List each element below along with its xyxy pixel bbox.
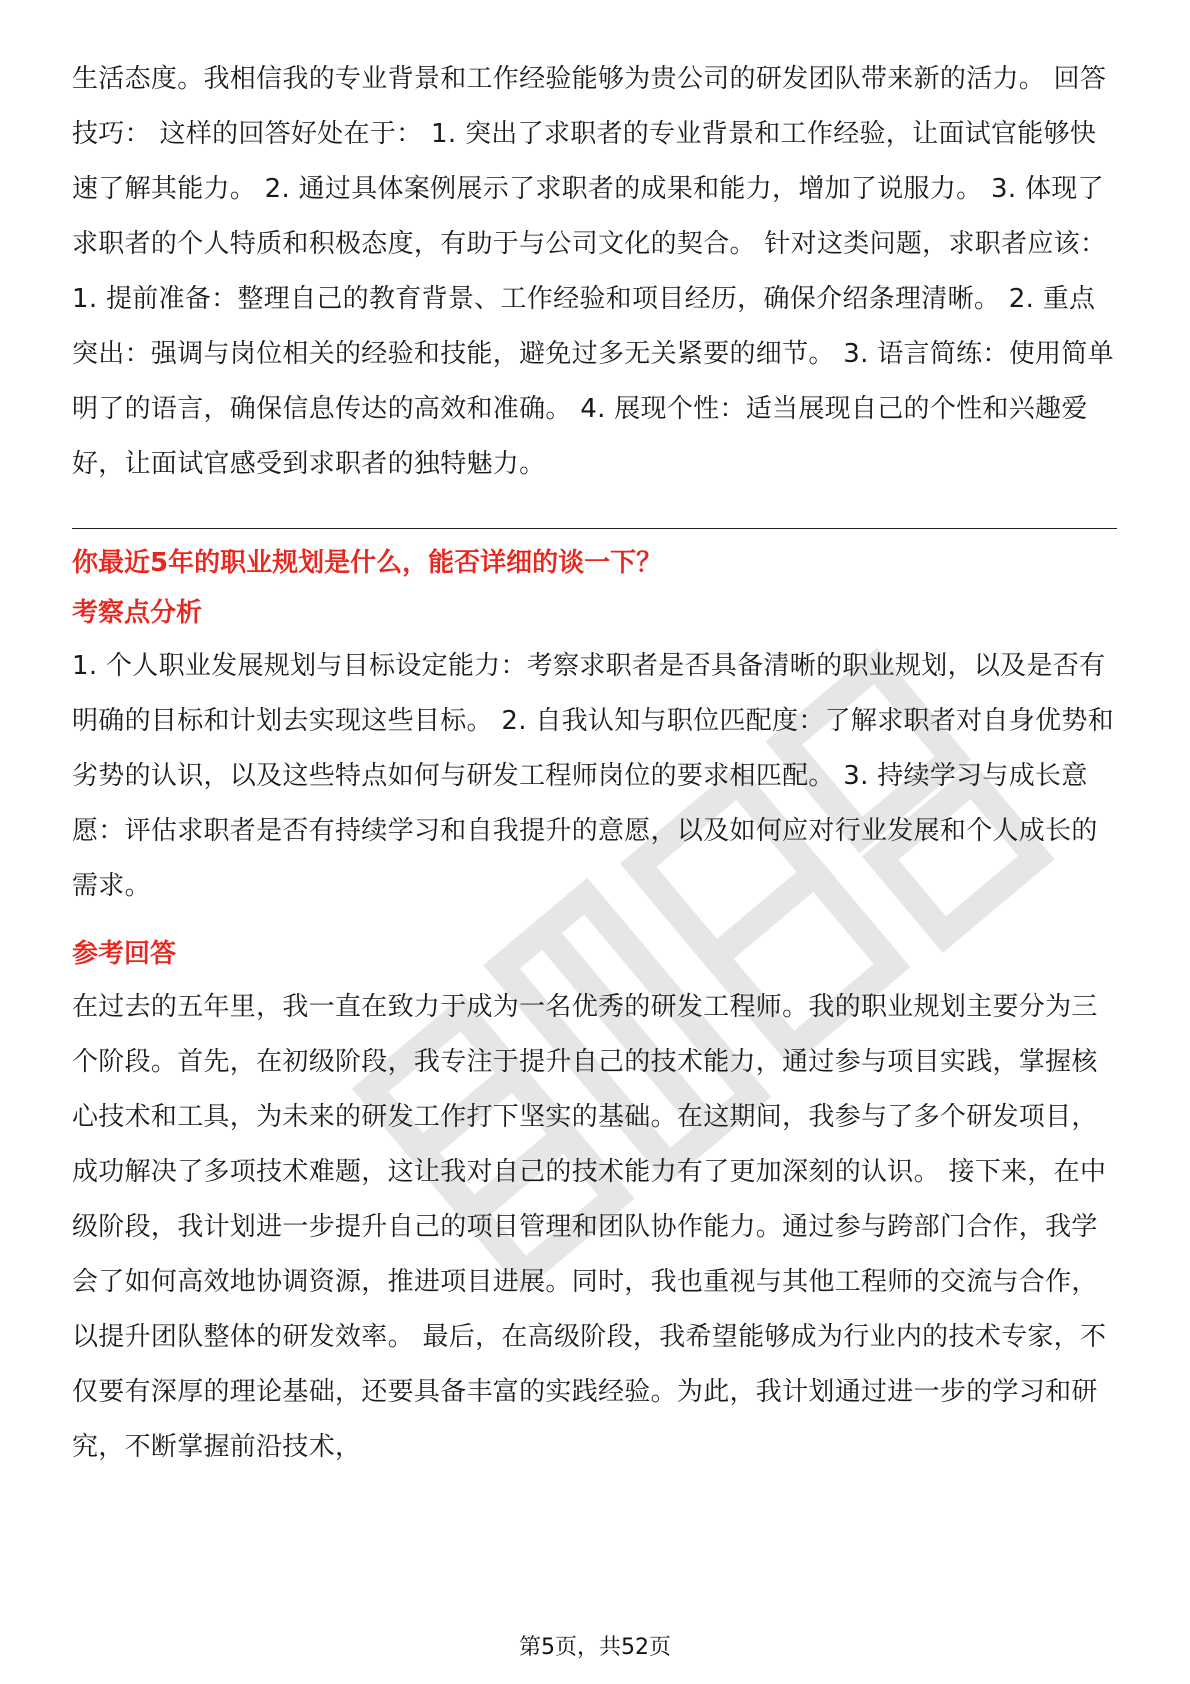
spacer xyxy=(72,914,1117,928)
page-content xyxy=(72,52,1117,1475)
answer-heading: 参考回答 xyxy=(72,939,177,969)
answer-text: 在过去的五年里，我一直在致力于成为一名优秀的研发工程师。我的职业规划主要分为三个阶段。首先，在初级阶段，我专注于提升自己的技术能力，通过参与项目实践，掌握核心技术和工具，为未来的研发工作打下坚实的基础。在这期间，我参与了多个研发项目，成功解决了多项技术难题，这让我对自己的技术能力有了更加深刻的认识。 接下来，在中级阶段，我计划进一步提升自己的项目管理和团队协作能力。通过参与跨部门合作，我学会了如何高效地协调资源，推进项目进展。同时，我也重视与其他工程师的交流与合作，以提升团队整体的研发效率。 最后，在高级阶段，我希望能够成为行业内的技术专家，不仅要有深厚的理论基础，还要具备丰富的实践经验。为此，我计划通过进一步的学习和研究，不断掌握前沿技术， xyxy=(72,992,1107,1462)
analysis-heading: 考察点分析 xyxy=(72,598,203,628)
interview-question: 你最近5年的职业规划是什么，能否详细的谈一下？ xyxy=(72,548,663,578)
section-divider xyxy=(72,528,1117,529)
body-paragraph: 生活态度。我相信我的专业背景和工作经验能够为贵公司的研发团队带来新的活力。 回答技巧： 这样的回答好处在于： 1. 突出了求职者的专业背景和工作经验，让面试官能够快速了解其能力。 2. 通过具体案例展示了求职者的成果和能力，增加了说服力。 3. 体现了求职者的个人特质和积极态度，有助于与公司文化的契合。 针对这类问题，求职者应该： 1. 提前准备：整理自己的教育背景、工作经验和项目经历，确保介绍条理清晰。 2. 重点突出：强调与岗位相关的经验和技能，避免过多无关紧要的细节。 3. 语言简练：使用简单明了的语言，确保信息传达的高效和准确。 4. 展现个性：适当展现自己的个性和兴趣爱好，让面试官感受到求职者的独特魅力。 xyxy=(72,64,1114,479)
analysis-text: 1. 个人职业发展规划与目标设定能力：考察求职者是否具备清晰的职业规划，以及是否有明确的目标和计划去实现这些目标。 2. 自我认知与职位匹配度：了解求职者对自身优势和劣势的认识，以及这些特点如何与研发工程师岗位的要求相匹配。 3. 持续学习与成长意愿：评估求职者是否有持续学习和自我提升的意愿，以及如何应对行业发展和个人成长的需求。 xyxy=(72,651,1114,901)
page-number: 第5页，共52页 xyxy=(519,1635,671,1660)
